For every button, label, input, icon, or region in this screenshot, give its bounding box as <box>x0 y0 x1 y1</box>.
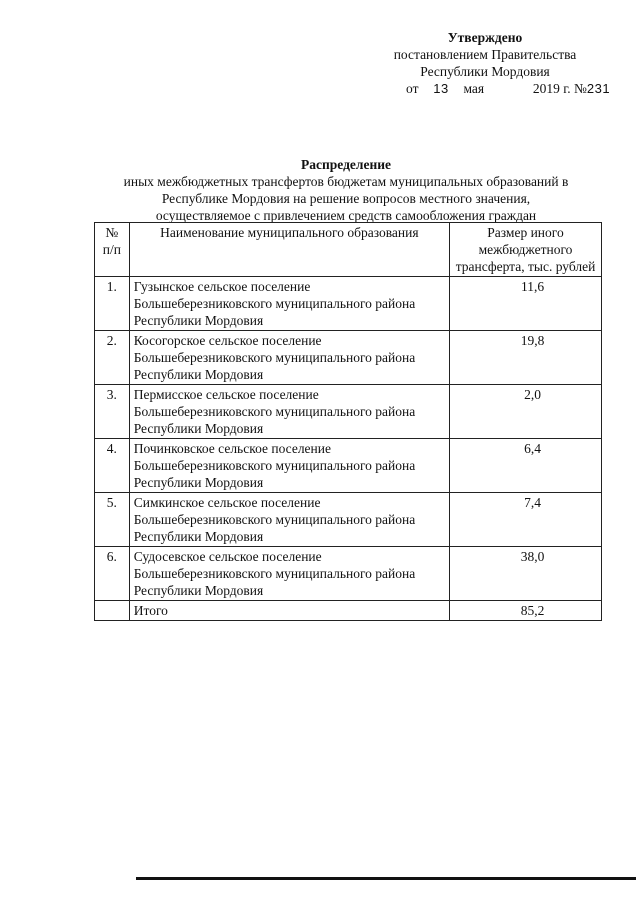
title-line-1: иных межбюджетных трансфертов бюджетам муниципальных образований в <box>123 174 569 189</box>
row-name-line-3: Республики Мордовия <box>133 367 264 382</box>
distribution-table <box>94 222 602 621</box>
row-amount: 6,4 <box>450 439 602 493</box>
approval-stamp <box>360 29 610 97</box>
row-name <box>129 277 449 331</box>
row-name-line-3: Республики Мордовия <box>133 421 264 436</box>
row-name-line-2: Большеберезниковского муниципального района <box>133 512 416 527</box>
row-name-line-1: Косогорское сельское поселение <box>133 333 322 348</box>
total-amount: 85,2 <box>450 601 602 621</box>
date-year: 2019 г. № <box>532 81 587 96</box>
approval-line-2: Республики Мордовия <box>420 64 550 79</box>
table-row <box>95 277 602 331</box>
table-total-row <box>95 601 602 621</box>
title-heading: Распределение <box>300 157 392 172</box>
table-row <box>95 385 602 439</box>
row-amount: 11,6 <box>450 277 602 331</box>
row-name-line-1: Починковское сельское поселение <box>133 441 331 456</box>
header-amount: Размер иного межбюджетного трансферта, тыс. рублей <box>450 223 602 277</box>
total-num <box>95 601 130 621</box>
date-day: 13 <box>433 81 449 96</box>
table-row <box>95 547 602 601</box>
scan-edge-line <box>136 877 636 880</box>
row-name <box>129 493 449 547</box>
row-num: 6. <box>95 547 130 601</box>
approval-line-1: постановлением Правительства <box>393 47 577 62</box>
header-num: № п/п <box>95 223 130 277</box>
date-month: мая <box>463 81 485 96</box>
row-amount: 2,0 <box>450 385 602 439</box>
table-header-row <box>95 223 602 277</box>
approved-label: Утверждено <box>447 30 523 45</box>
row-name-line-1: Судосевское сельское поселение <box>133 549 322 564</box>
decree-number: 231 <box>586 81 611 96</box>
total-label: Итого <box>129 601 449 621</box>
row-name-line-2: Большеберезниковского муниципального района <box>133 458 416 473</box>
row-name <box>129 385 449 439</box>
row-name-line-2: Большеберезниковского муниципального района <box>133 566 416 581</box>
row-name-line-1: Гузынское сельское поселение <box>133 279 311 294</box>
row-name-line-3: Республики Мордовия <box>133 313 264 328</box>
approval-date-line <box>360 80 610 97</box>
title-line-2: Республике Мордовия на решение вопросов местного значения, <box>161 191 531 206</box>
row-num: 3. <box>95 385 130 439</box>
title-line-3: осуществляемое с привлечением средств самообложения граждан <box>155 208 537 223</box>
row-name <box>129 331 449 385</box>
table-row <box>95 493 602 547</box>
row-name-line-2: Большеберезниковского муниципального района <box>133 296 416 311</box>
document-title <box>96 156 596 224</box>
row-num: 2. <box>95 331 130 385</box>
row-num: 1. <box>95 277 130 331</box>
row-name-line-3: Республики Мордовия <box>133 475 264 490</box>
row-num: 4. <box>95 439 130 493</box>
row-name-line-1: Симкинское сельское поселение <box>133 495 321 510</box>
table-row <box>95 439 602 493</box>
row-name <box>129 439 449 493</box>
row-name <box>129 547 449 601</box>
row-name-line-3: Республики Мордовия <box>133 583 264 598</box>
row-name-line-2: Большеберезниковского муниципального района <box>133 404 416 419</box>
row-amount: 7,4 <box>450 493 602 547</box>
date-prefix: от <box>406 81 419 96</box>
row-amount: 19,8 <box>450 331 602 385</box>
header-name: Наименование муниципального образования <box>129 223 449 277</box>
row-name-line-1: Пермисское сельское поселение <box>133 387 319 402</box>
row-amount: 38,0 <box>450 547 602 601</box>
table-row <box>95 331 602 385</box>
row-name-line-3: Республики Мордовия <box>133 529 264 544</box>
row-num: 5. <box>95 493 130 547</box>
row-name-line-2: Большеберезниковского муниципального района <box>133 350 416 365</box>
